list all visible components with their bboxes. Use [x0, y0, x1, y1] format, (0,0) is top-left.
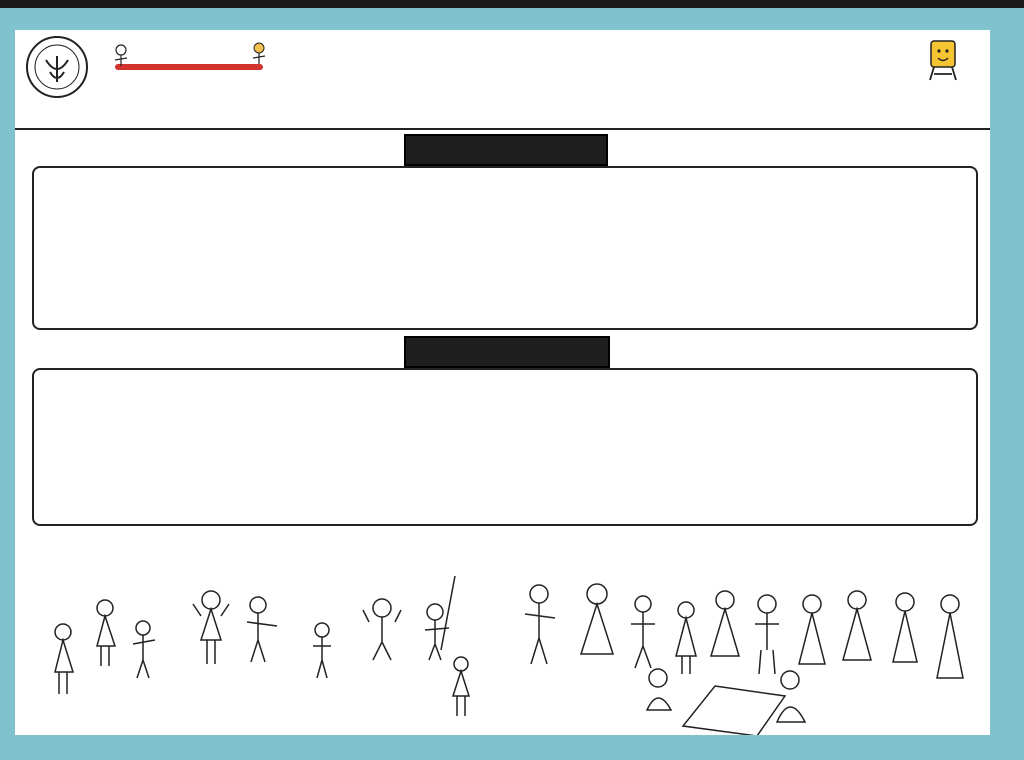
- up-government-emblem: [26, 36, 88, 98]
- pratham-logo-icon: [926, 38, 960, 82]
- document-sheet: [15, 30, 990, 735]
- advanced-goals-table: [32, 368, 978, 526]
- slate-icon: [697, 688, 797, 728]
- basic-goals-table: [32, 166, 978, 330]
- children-reading-icon: [107, 38, 277, 78]
- children-illustration: [15, 560, 990, 735]
- advanced-level-heading: [404, 336, 610, 368]
- basic-level-heading: [404, 134, 608, 166]
- header-divider: [15, 128, 990, 130]
- right-to-education-logo: [107, 38, 277, 100]
- children-playing-drawing: [15, 560, 990, 735]
- page-background: [0, 8, 1024, 760]
